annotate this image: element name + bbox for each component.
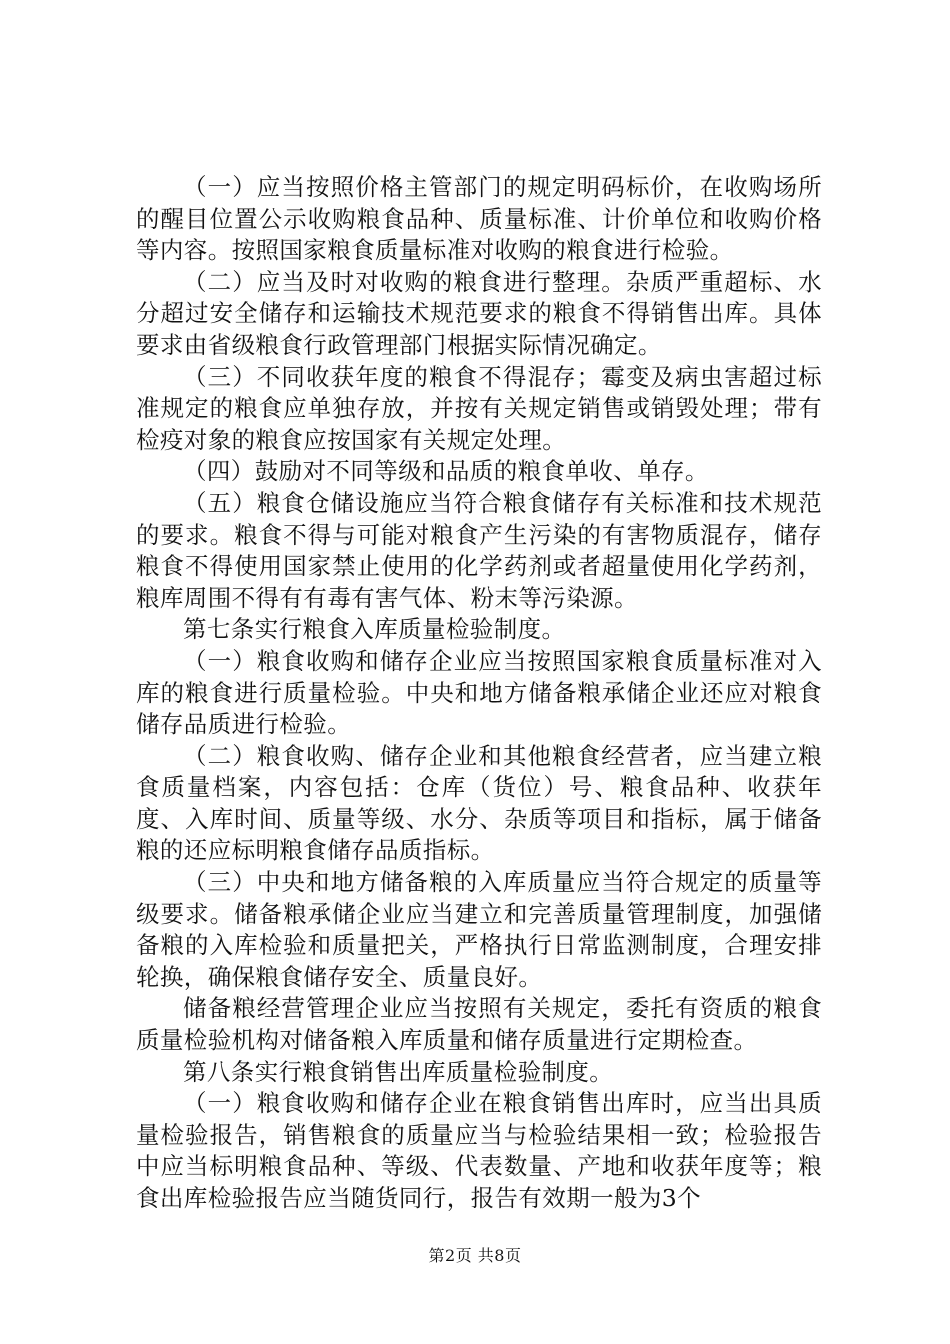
paragraph-3: （三）不同收获年度的粮食不得混存；霉变及病虫害超过标准规定的粮食应单独存放，并按有关规定销售或销毁处理；带有检疫对象的粮食应按国家有关规定处理。 — [136, 362, 822, 454]
page-number-footer: 第2页 共8页 — [428, 1246, 522, 1265]
paragraph-7: （一）粮食收购和储存企业应当按照国家粮食质量标准对入库的粮食进行质量检验。中央和地方储备粮承储企业还应对粮食储存品质进行检验。 — [136, 646, 822, 739]
paragraph-10: 储备粮经营管理企业应当按照有关规定，委托有资质的粮食质量检验机构对储备粮入库质量和储存质量进行定期检查。 — [136, 994, 822, 1055]
paragraph-1: （一）应当按照价格主管部门的规定明码标价，在收购场所的醒目位置公示收购粮食品种、质量标准、计价单位和收购价格等内容。按照国家粮食质量标准对收购的粮食进行检验。 — [136, 173, 822, 265]
paragraph-12: （一）粮食收购和储存企业在粮食销售出库时，应当出具质量检验报告，销售粮食的质量应当与检验结果相一致；检验报告中应当标明粮食品种、等级、代表数量、产地和收获年度等；粮食出库检验报告应当随货同行，报告有效期一般为3个 — [136, 1089, 822, 1212]
paragraph-4: （四）鼓励对不同等级和品质的粮食单收、单存。 — [183, 457, 709, 486]
paragraph-8: （二）粮食收购、储存企业和其他粮食经营者，应当建立粮食质量档案，内容包括：仓库（货位）号、粮食品种、收获年度、入库时间、质量等级、水分、杂质等项目和指标，属于储备粮的还应标明粮食储存品质指标。 — [136, 741, 822, 865]
article-7-heading: 第七条实行粮食入库质量检验制度。 — [183, 615, 566, 644]
paragraph-2: （二）应当及时对收购的粮食进行整理。杂质严重超标、水分超过安全储存和运输技术规范要求的粮食不得销售出库。具体要求由省级粮食行政管理部门根据实际情况确定。 — [136, 267, 822, 359]
paragraph-5: （五）粮食仓储设施应当符合粮食储存有关标准和技术规范的要求。粮食不得与可能对粮食产生污染的有害物质混存，储存粮食不得使用国家禁止使用的化学药剂或者超量使用化学药剂，粮库周围不得有有毒有害气体、粉末等污染源。 — [136, 488, 822, 612]
document-body — [136, 172, 822, 1215]
paragraph-9: （三）中央和地方储备粮的入库质量应当符合规定的质量等级要求。储备粮承储企业应当建立和完善质量管理制度，加强储备粮的入库检验和质量把关，严格执行日常监测制度，合理安排轮换，确保粮食储存安全、质量良好。 — [136, 868, 822, 991]
article-8-heading: 第八条实行粮食销售出库质量检验制度。 — [183, 1057, 614, 1086]
